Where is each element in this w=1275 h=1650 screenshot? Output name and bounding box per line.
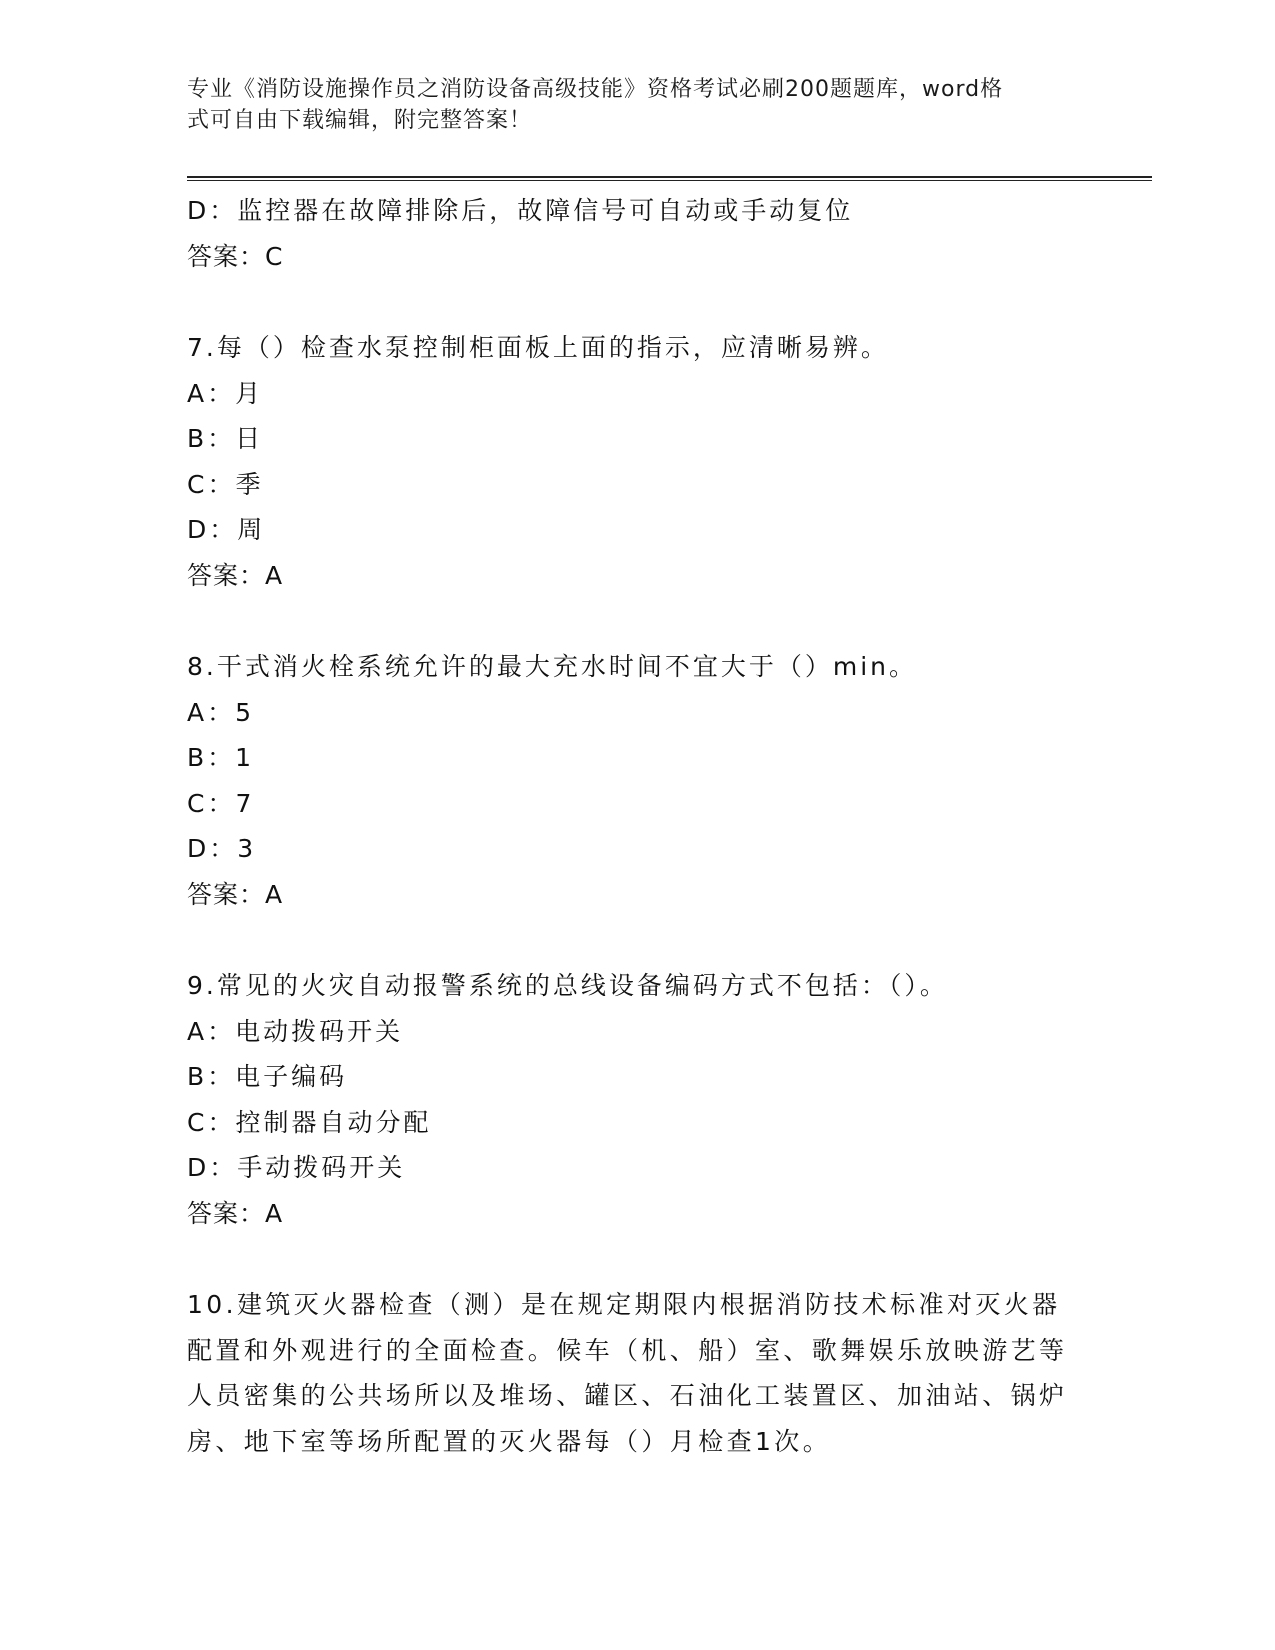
spacer [187, 279, 1087, 325]
prev-question-answer: 答案：C [187, 241, 284, 271]
option-d: D：周 [187, 515, 266, 544]
option-b: B：日 [187, 424, 264, 453]
question-8 [187, 644, 1087, 917]
document-header [187, 74, 1087, 136]
option-c: C：季 [187, 469, 264, 499]
option-c: C：控制器自动分配 [187, 1107, 432, 1137]
question-7 [187, 325, 1087, 598]
question-stem: 8.干式消火栓系统允许的最大充水时间不宜大于（）min。 [187, 652, 917, 681]
spacer [187, 917, 1087, 963]
option-a: A：电动拨码开关 [187, 1016, 404, 1046]
question-stem: 9.常见的火灾自动报警系统的总线设备编码方式不包括：（）。 [187, 971, 948, 1000]
question-answer: 答案：A [187, 1198, 284, 1228]
question-stem: 7.每（）检查水泵控制柜面板上面的指示，应清晰易辨。 [187, 333, 889, 362]
question-answer: 答案：A [187, 560, 284, 590]
spacer [187, 598, 1087, 644]
question-9 [187, 963, 1087, 1236]
spacer [187, 1236, 1087, 1282]
header-line-1: 专业《消防设施操作员之消防设备高级技能》资格考试必刷200题题库，word格 [187, 77, 1004, 102]
document-body [187, 188, 1087, 1464]
header-divider [187, 176, 1152, 181]
option-d: D：手动拨码开关 [187, 1153, 406, 1182]
option-a: A：5 [187, 697, 255, 727]
option-b: B：1 [187, 743, 255, 772]
question-answer: 答案：A [187, 879, 284, 909]
option-a: A：月 [187, 378, 264, 408]
header-line-2: 式可自由下载编辑，附完整答案！ [187, 108, 533, 133]
prev-question-option-d: D：监控器在故障排除后，故障信号可自动或手动复位 [187, 196, 854, 225]
question-stem: 10.建筑灭火器检查（测）是在规定期限内根据消防技术标准对灭火器配置和外观进行的全面检查。候车（机、船）室、歌舞娱乐放映游艺等人员密集的公共场所以及堆场、罐区、石油化工装置区、加油站、锅炉房、地下室等场所配置的灭火器每（）月检查1次。 [187, 1290, 1068, 1456]
question-10 [187, 1282, 1087, 1464]
option-d: D：3 [187, 834, 257, 863]
option-c: C：7 [187, 788, 255, 818]
option-b: B：电子编码 [187, 1062, 348, 1091]
